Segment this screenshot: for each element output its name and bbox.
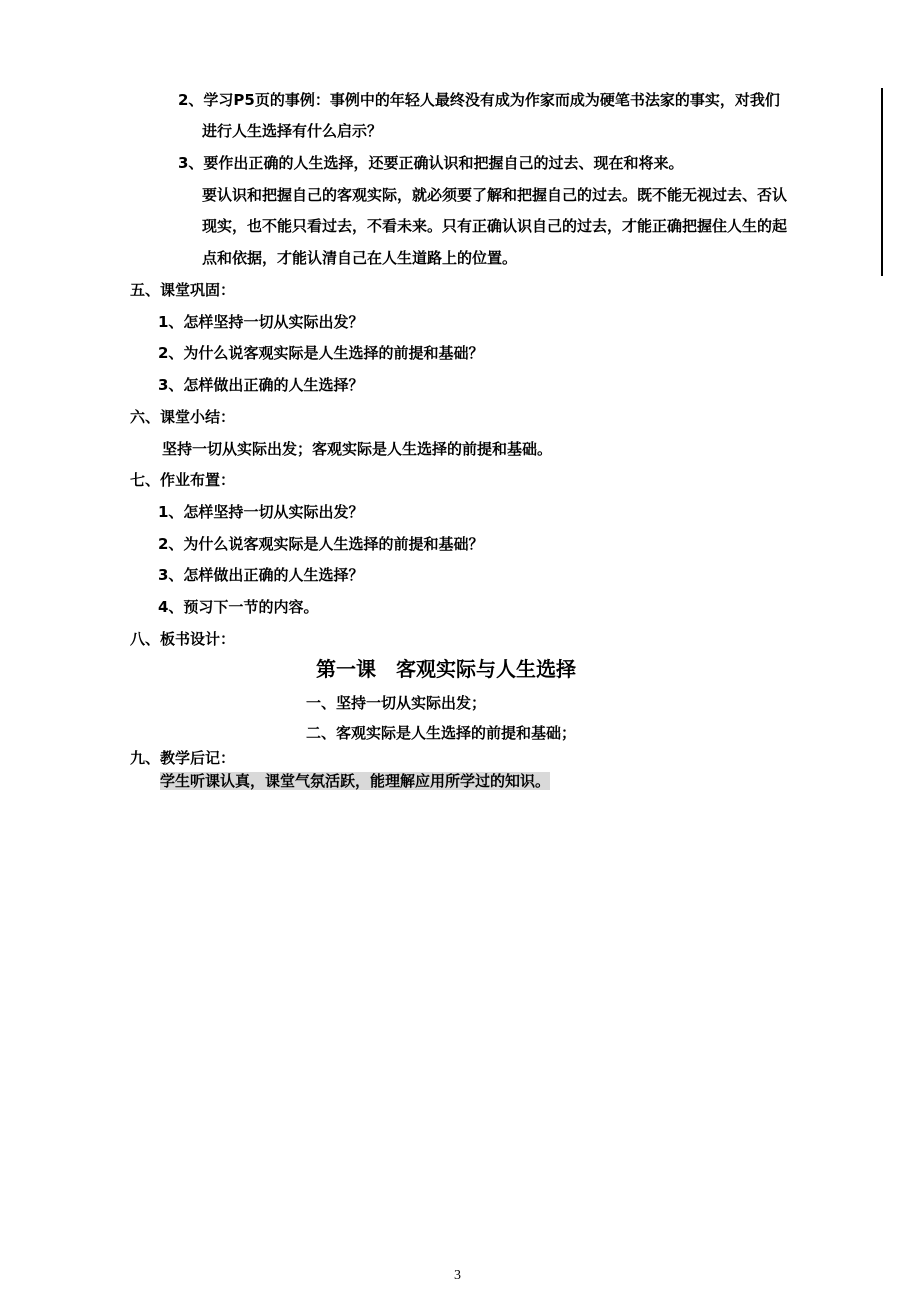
- body-line-5: 现实，也不能只看过去，不看未来。只有正确认识自己的过去，才能正确把握住人生的起: [202, 217, 788, 235]
- board-item-1: 一、坚持一切从实际出发；: [306, 694, 487, 712]
- section5-item-2: 2、为什么说客观实际是人生选择的前提和基础？: [158, 344, 484, 362]
- board-item-2: 二、客观实际是人生选择的前提和基础；: [306, 724, 577, 742]
- body-line-3: 3、要作出正确的人生选择，还要正确认识和把握自己的过去、现在和将来。: [178, 154, 684, 172]
- section5-item-3: 3、怎样做出正确的人生选择？: [158, 376, 364, 394]
- section7-item-3: 3、怎样做出正确的人生选择？: [158, 566, 364, 584]
- body-line-2: 进行人生选择有什么启示？: [202, 122, 383, 140]
- section5-heading: 五、课堂巩固：: [130, 281, 236, 299]
- margin-bar: [881, 88, 883, 276]
- section7-item-1: 1、怎样坚持一切从实际出发？: [158, 503, 364, 521]
- board-title: 第一课 客观实际与人生选择: [316, 657, 576, 681]
- section7-item-4: 4、预习下一节的内容。: [158, 598, 319, 616]
- section6-text: 坚持一切从实际出发；客观实际是人生选择的前提和基础。: [162, 440, 553, 458]
- page-number: 3: [454, 1268, 461, 1283]
- section9-heading: 九、教学后记：: [130, 749, 236, 767]
- section7-item-2: 2、为什么说客观实际是人生选择的前提和基础？: [158, 535, 484, 553]
- section9-text: 学生听课认真，课堂气氛活跃，能理解应用所学过的知识。: [160, 772, 551, 790]
- section9-text-wrap: [160, 771, 550, 791]
- body-line-6: 点和依据，才能认清自己在人生道路上的位置。: [202, 249, 518, 267]
- section8-heading: 八、板书设计：: [130, 630, 236, 648]
- section5-item-1: 1、怎样坚持一切从实际出发？: [158, 313, 364, 331]
- body-line-1: 2、学习P5页的事例：事例中的年轻人最终没有成为作家而成为硬笔书法家的事实，对我们: [178, 91, 780, 109]
- section6-heading: 六、课堂小结：: [130, 408, 236, 426]
- section7-heading: 七、作业布置：: [130, 471, 236, 489]
- body-line-4: 要认识和把握自己的客观实际，就必须要了解和把握自己的过去。既不能无视过去、否认: [202, 186, 788, 204]
